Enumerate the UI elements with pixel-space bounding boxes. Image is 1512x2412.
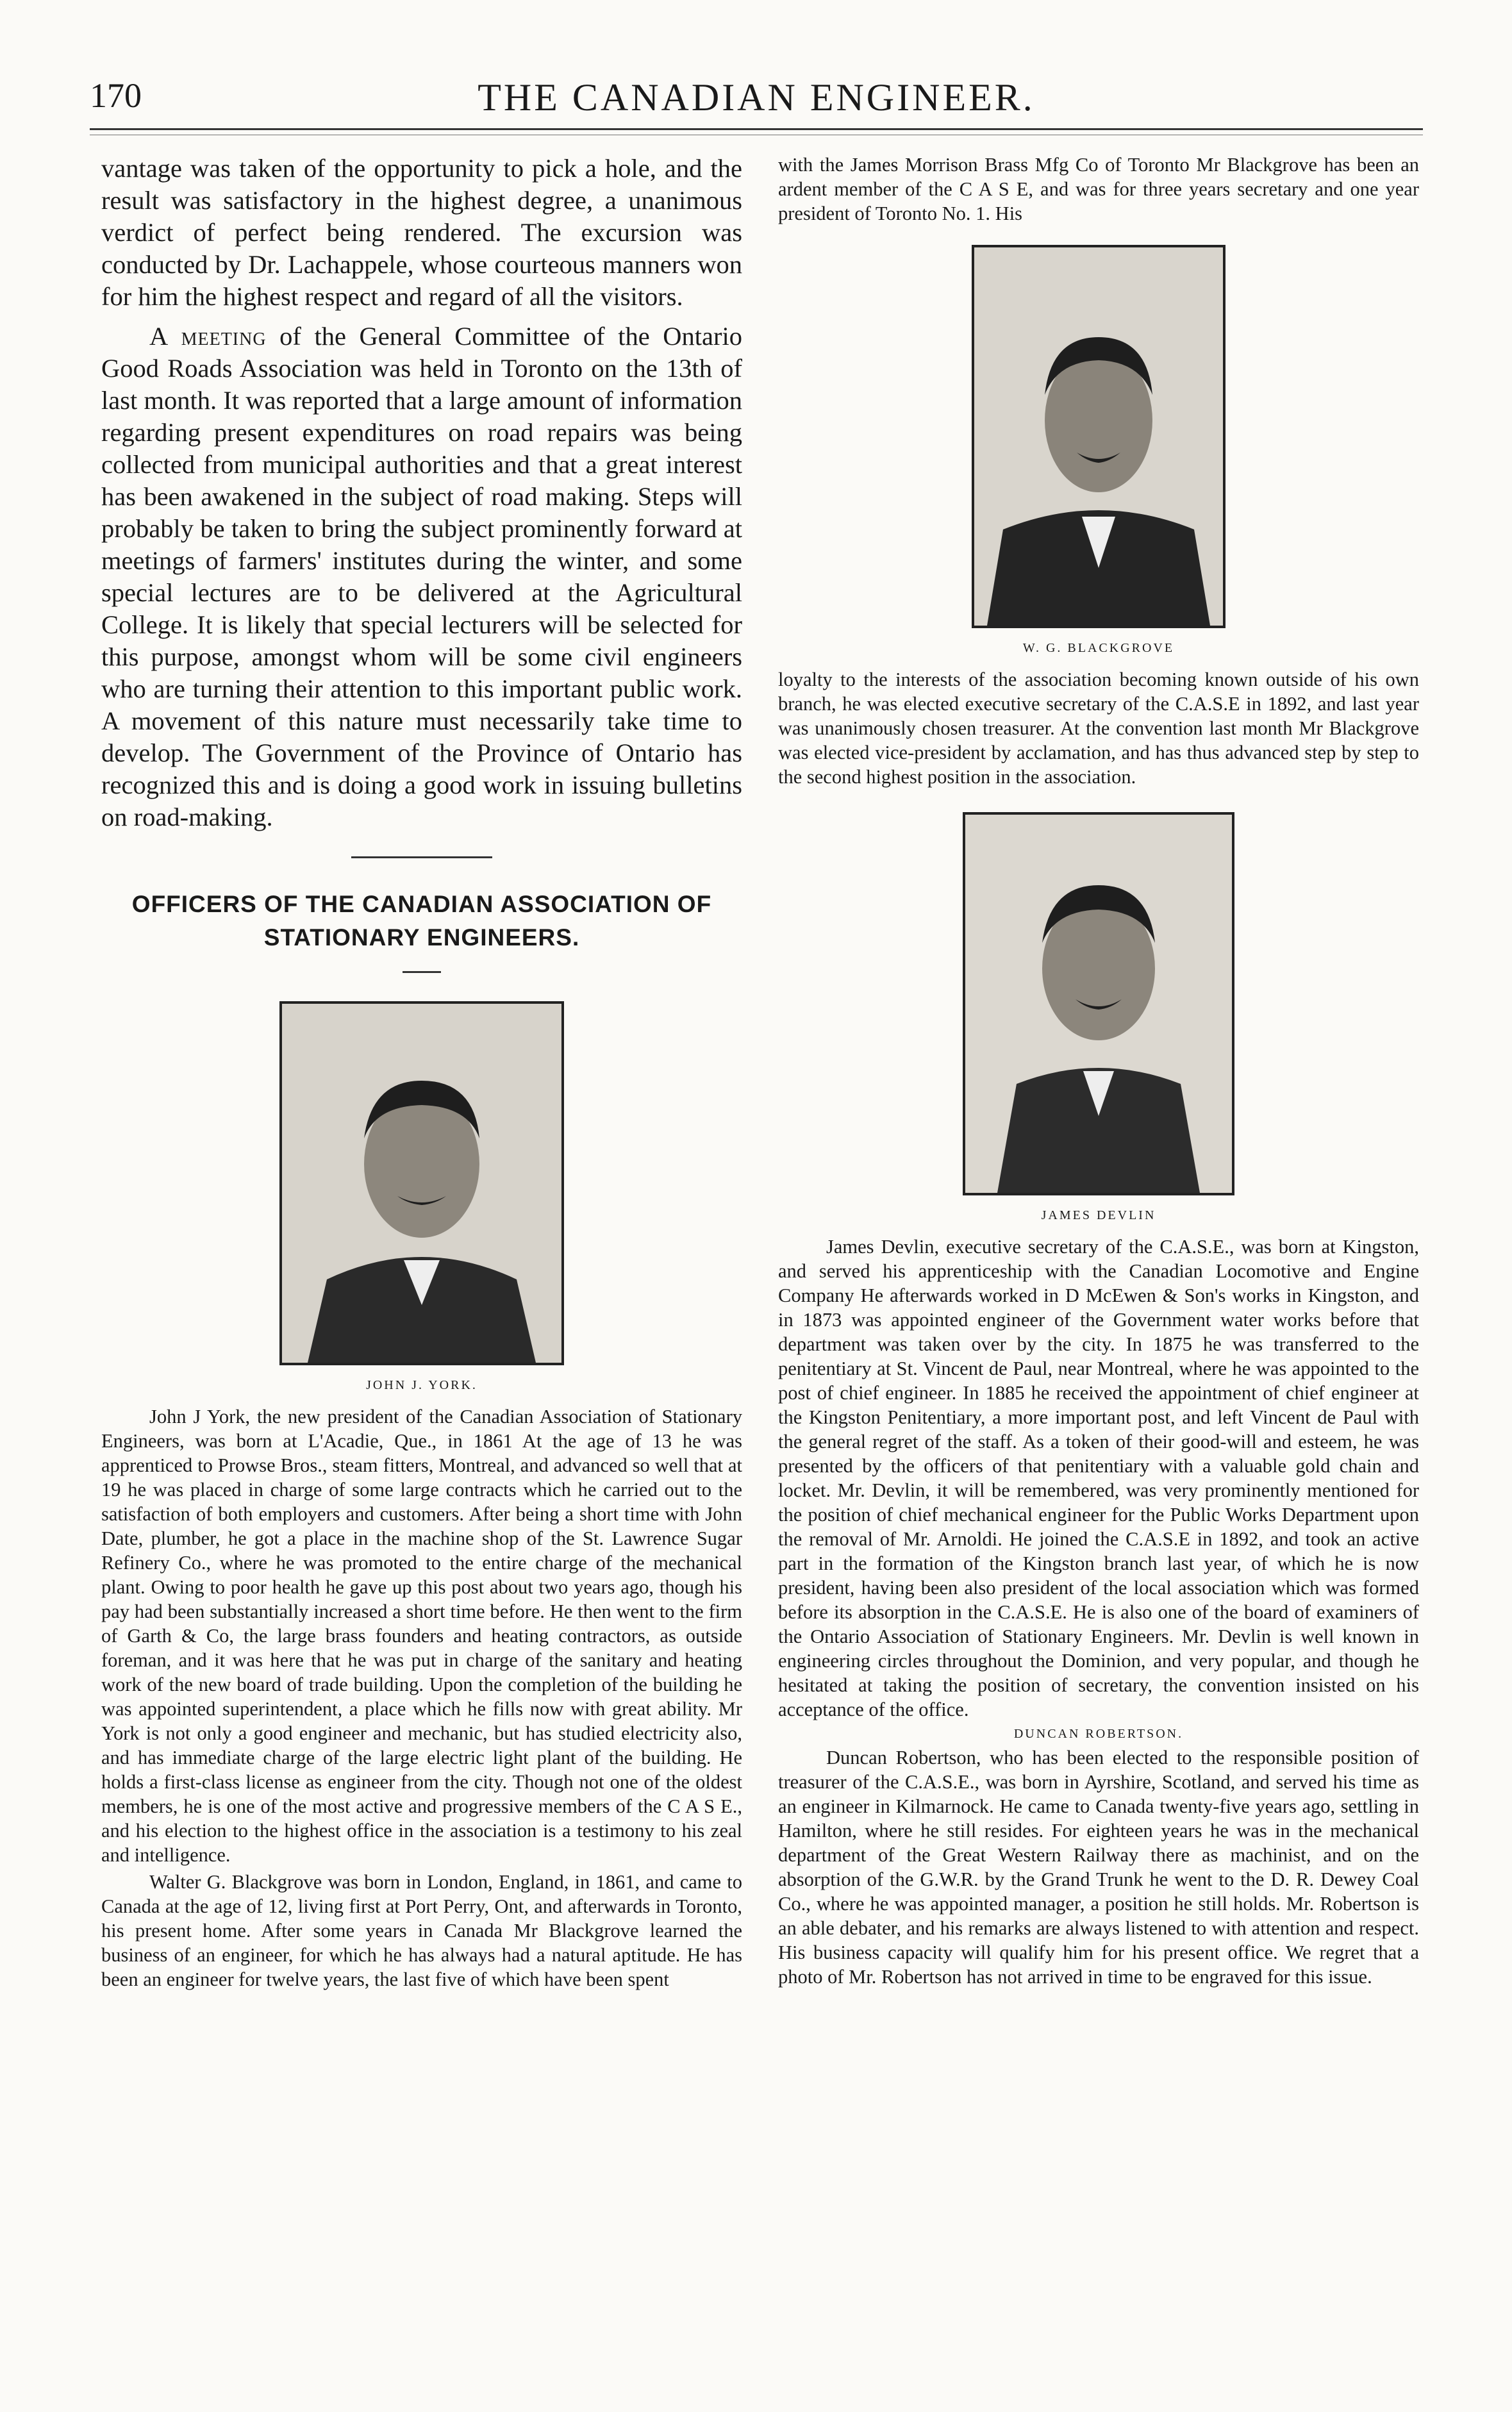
paragraph-excursion: vantage was taken of the opportunity to pick a hole, and the result was satisfactory in the highest degree, a unanimous verdict of perfect being rendered. The excursion was conducted by Dr. Lachappele, whose courteous manners won for him the highest respect and regard of all the visitors. (101, 154, 742, 311)
section-divider (351, 856, 492, 858)
header-rule (90, 128, 1423, 130)
page-header (90, 76, 1423, 127)
portrait-devlin (963, 812, 1234, 1195)
bio-robertson: Duncan Robertson, who has been elected to the responsible position of treasurer of the C.A.S.E., was born in Ayrshire, Scotland, and served his time as an engineer in Kilmarnock. He came to Canada twenty-five years ago, settling in Hamilton, where he still resides. For eighteen years he was in the mechanical department of the Great Western Railway there as machinist, and on the absorption of the G.W.R. by the Grand Trunk he went to the D. R. Dewey Coal Co., where he was appointed manager, a position he still holds. Mr. Robertson is an able debater, and his remarks are always listened to with attention and respect. His business capacity will qualify him for his present office. We regret that a photo of Mr. Robertson has not arrived in time to be engraved for this issue. (778, 1747, 1419, 1988)
section-heading: OFFICERS OF THE CANADIAN ASSOCIATION OF STATIONARY ENGINEERS. (131, 891, 712, 951)
bio-york: John J York, the new president of the Canadian Association of Stationary Engineers, was born at L'Acadie, Que., in 1861 At the age of 13 he was apprenticed to Prowse Bros., steam fitters, Montreal, and advanced so well that at 19 he was placed in charge of some large contracts which he carried out to the satisfaction of both employers and customers. After being a short time with John Date, plumber, he got a place in the machine shop of the St. Lawrence Sugar Refinery Co., where he was promoted to the entire charge of the mechanical plant. Owing to poor health he gave up this post about two years ago, though his pay had been substantially increased a short time before. He then went to the firm of Garth & Co, the large brass founders and heating contractors, as outside foreman, and it was here that he was put in charge of the sanitary and heating work of the new board of trade building. Upon the completion of the building he was appointed superintendent, a place which he fills now with great ability. Mr York is not only a good engineer and mechanic, but has studied electricity also, and has immediate charge of the large electric light plant of the building. He holds a first-class license as engineer from the city. Though not one of the oldest members, he is one of the most active and progressive members of the C A S E., and his election to the highest office in the association is a testimony to his zeal and intelligence. (101, 1406, 742, 1866)
bio-blackgrove-continued: with the James Morrison Brass Mfg Co of Toronto Mr Blackgrove has been an ardent member of the C A S E, and was for three years secretary and one year president of Toronto No. 1. His (778, 154, 1419, 224)
bio-devlin: James Devlin, executive secretary of the C.A.S.E., was born at Kingston, and served his apprenticeship with the Canadian Locomotive and Engine Company He afterwards worked in D McEwen & Son's works in Kingston, and in 1873 was appointed engineer of the Government water works before that department was taken over by the city. In 1875 he was transferred to the penitentiary at St. Vincent de Paul, near Montreal, where he was appointed to the post of chief engineer. In 1885 he received the appointment of chief engineer at the Kingston Penitentiary, a more important post, and left Vincent de Paul with the general regret of the staff. As a token of their good-will and esteem, he was presented by the officers of that penitentiary with a valuable gold chain and locket. Mr. Devlin, it will be remembered, was very prominently mentioned for the position of chief mechanical engineer for the Public Works Department upon the removal of Mr. Arnoldi. He joined the C.A.S.E in 1892, and took an active part in the formation of the Kingston branch last year, of which he is now president, having been also president of the local association which was formed before its absorption in the C.A.S.E. He is also one of the board of examiners of the Ontario Association of Stationary Engineers. Mr. Devlin is well known in engineering circles throughout the Dominion, and very popular, and though he hesitated at taking the position of secretary, the convention insisted on his acceptance of the office. (778, 1236, 1419, 1720)
page-number: 170 (90, 76, 142, 115)
paragraph-body: of the General Committee of the Ontario Good Roads Association was held in Toronto on the 13th of last month. It was reported that a large amount of information regarding present expenditures on road repairs was being collected from municipal authorities and that a great interest has been awakened in the subject of road making. Steps will probably be taken to bring the subject prominently forward at meetings of farmers' institutes during the winter, and some special lectures are to be delivered at the Agricultural College. It is likely that special lecturers will be selected for this purpose, amongst whom will be some civil engineers who are turning their attention to this important public work. A movement of this nature must necessarily take time to develop. The Government of the Province of Ontario has recognized this and is doing a good work in issuing bulletins on road-making. (101, 322, 742, 831)
paragraph-good-roads (101, 320, 742, 833)
portrait-blackgrove (972, 245, 1225, 628)
left-column (101, 153, 742, 1992)
caption-york: JOHN J. YORK. (366, 1378, 478, 1392)
bio-blackgrove-start: Walter G. Blackgrove was born in London, England, in 1861, and came to Canada at the age of 12, living first at Port Perry, Ont, and afterwards in Toronto, his present home. After some years in Canada Mr Blackgrove learned the business of an engineer, for which he has always had a natural aptitude. He has been an engineer for twelve years, the last five of which have been spent (101, 1871, 742, 1990)
caption-blackgrove: W. G. BLACKGROVE (1022, 641, 1175, 655)
right-column (778, 153, 1419, 1989)
caption-devlin: JAMES DEVLIN (1041, 1208, 1156, 1222)
heading-short-rule (403, 971, 441, 973)
portrait-york (279, 1001, 564, 1365)
paragraph-lead: A meeting (149, 322, 267, 351)
running-title: THE CANADIAN ENGINEER. (478, 76, 1035, 119)
bio-blackgrove-continued-2: loyalty to the interests of the association becoming known outside of his own branch, he was elected executive secretary of the C.A.S.E in 1892, and last year was unanimously chosen treasurer. At the convention last month Mr Blackgrove was elected vice-president by acclamation, and has thus advanced step by step to the second highest position in the association. (778, 669, 1419, 788)
caption-robertson: DUNCAN ROBERTSON. (1013, 1727, 1184, 1741)
